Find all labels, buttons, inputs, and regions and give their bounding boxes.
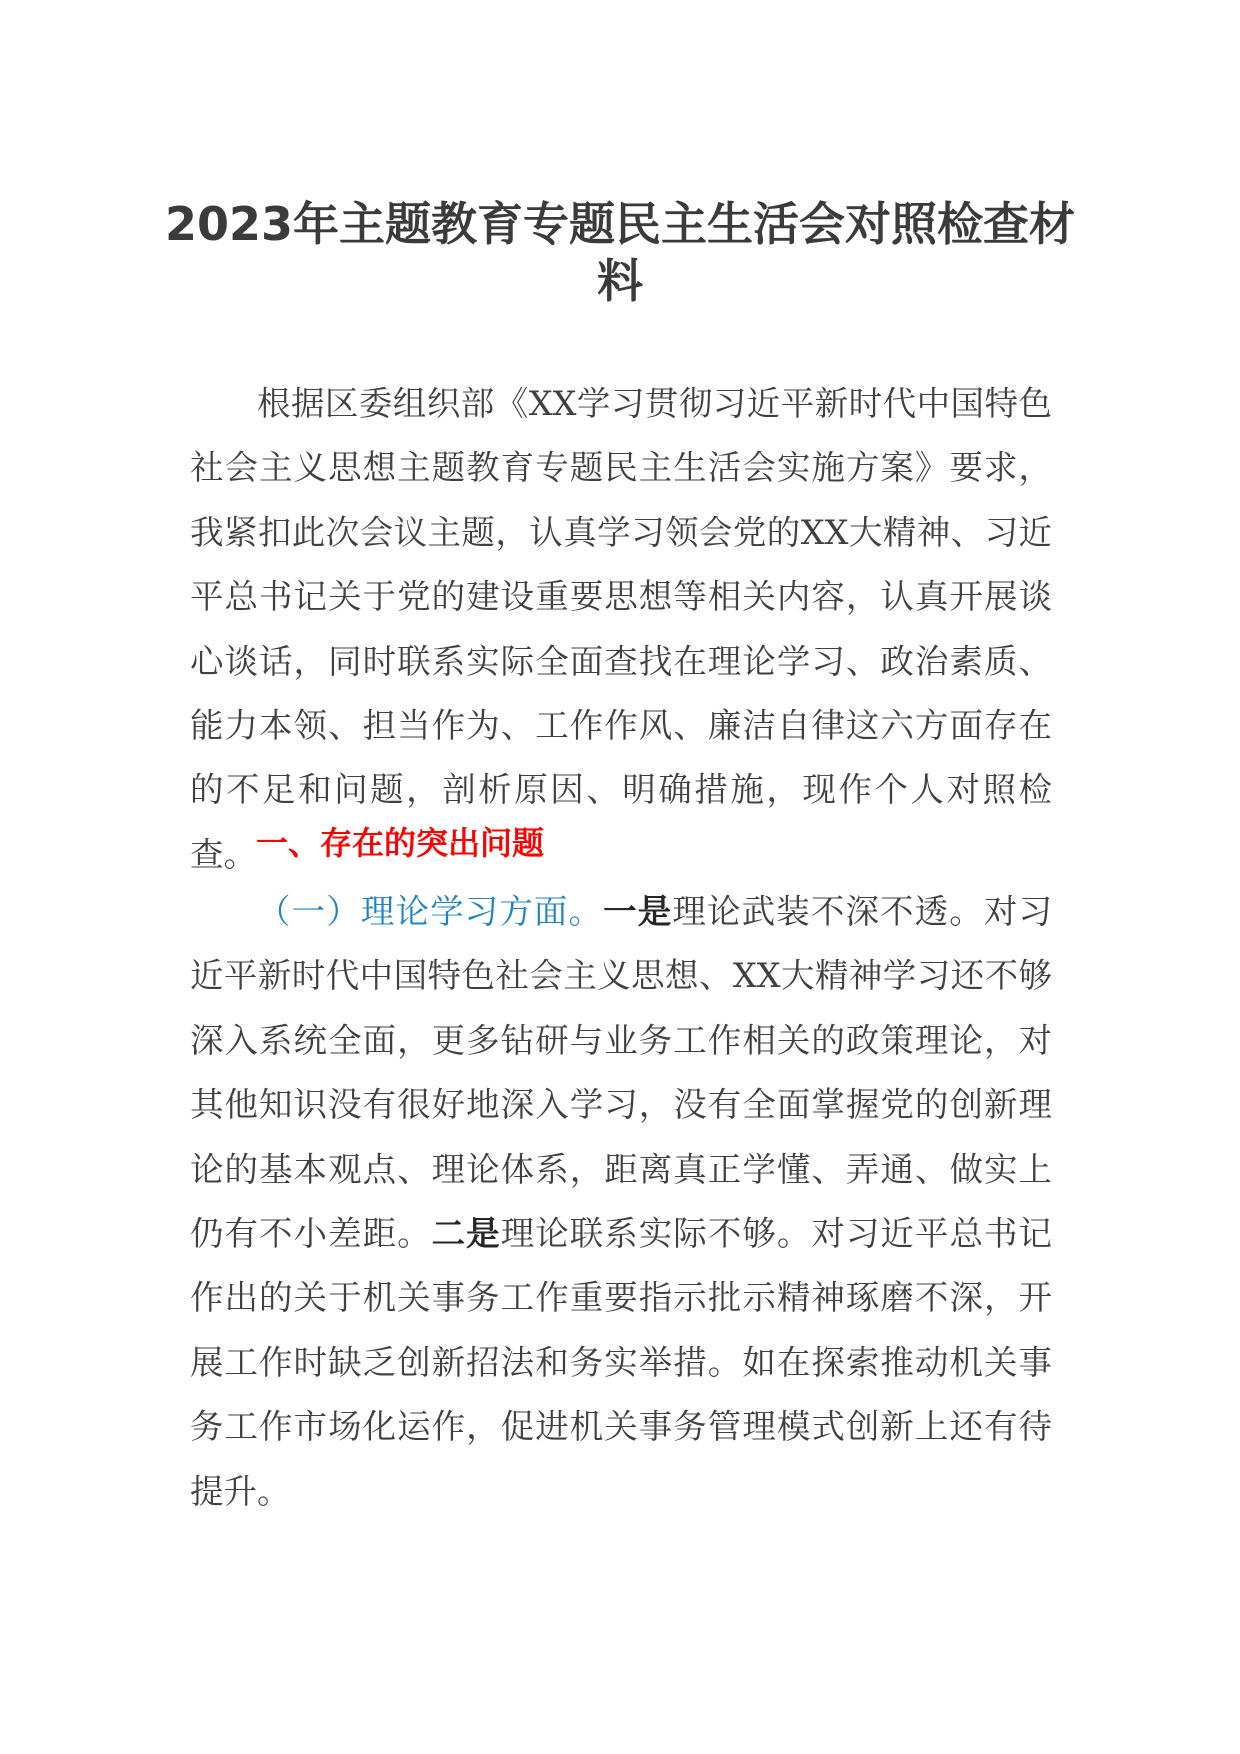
subsection-label: （一）理论学习方面。 <box>257 892 604 931</box>
theory-study-paragraph <box>190 880 1052 1524</box>
section-heading-problems: 一、存在的突出问题 <box>256 824 545 862</box>
point-marker-second: 二是 <box>431 1214 501 1254</box>
point-text-first: 理论武装不深不透。对习近平新时代中国特色社会主义思想、XX大精神学习还不够深入系统全面，更多钻研与业务工作相关的政策理论，对其他知识没有很好地深入学习，没有全面掌握党的创新理论的基本观点、理论体系，距离真正学懂、弄通、做实上仍有不小差距。 <box>190 892 1053 1254</box>
intro-paragraph: 根据区委组织部《XX学习贯彻习近平新时代中国特色社会主义思想主题教育专题民主生活会实施方案》要求，我紧扣此次会议主题，认真学习领会党的XX大精神、习近平总书记关于党的建设重要思想等相关内容，认真开展谈心谈话，同时联系实际全面查找在理论学习、政治素质、能力本领、担当作为、工作作风、廉洁自律这六方面存在的不足和问题，剖析原因、明确措施，现作个人对照检查。 <box>190 384 1052 874</box>
point-text-second: 理论联系实际不够。对习近平总书记作出的关于机关事务工作重要指示批示精神琢磨不深，开展工作时缺乏创新招法和务实举措。如在探索推动机关事务工作市场化运作，促进机关事务管理模式创新上还有待提升。 <box>190 1214 1053 1511</box>
document-title: 2023年主题教育专题民主生活会对照检查材料 <box>164 197 1076 308</box>
point-marker-first: 一是 <box>603 892 673 931</box>
